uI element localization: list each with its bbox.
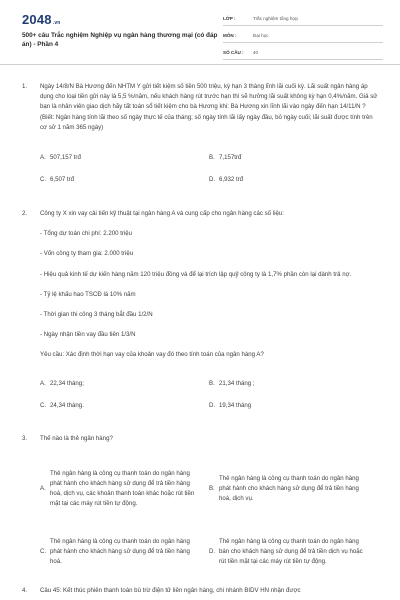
option-letter: B. [209, 485, 215, 493]
question-line: Yêu cầu: Xác định thời hạn vay của khoản vay đó theo tính toán của ngân hàng A? [40, 351, 264, 359]
option-text: 19,34 tháng [219, 401, 252, 409]
document-header [0, 0, 400, 64]
option-letter: B. [209, 153, 215, 161]
question-options [40, 456, 378, 576]
option-b[interactable] [209, 379, 378, 389]
option-letter: C. [40, 401, 47, 409]
option-text: 24,34 tháng. [50, 401, 84, 409]
question-line: - Ngày nhận tiền vay đầu tiên 1/3/N [40, 331, 136, 339]
option-text: 6,932 trđ [219, 175, 244, 183]
question-line: - Thời gian thi công 3 tháng bắt đầu 1/2/N [40, 311, 153, 319]
question-line: - Tỷ lệ khấu hao TSCĐ là 10% năm [40, 290, 136, 298]
option-letter: A. [40, 153, 46, 161]
meta-value: 40 [253, 50, 259, 55]
option-text: 7,157trđ [219, 153, 242, 161]
question-text: Thế nào là thẻ ngân hàng? [40, 435, 113, 442]
option-letter: B. [209, 379, 215, 387]
question-4 [22, 586, 378, 596]
option-a[interactable] [40, 153, 209, 163]
option-c[interactable] [40, 537, 209, 568]
meta-row-count [223, 46, 383, 60]
question-number: 4. [22, 587, 28, 594]
option-text: Thẻ ngân hàng là công cụ thanh toán do ngân hàng phát hành cho khách hàng sử dụng để trả tiền hàng hoá, dịch vụ, các khoản thanh toán khác hoặc rút tiền mặt tại các máy rút tiền tự động. [50, 469, 195, 508]
option-letter: C. [40, 548, 47, 556]
option-letter: D. [209, 401, 216, 409]
option-d[interactable] [209, 537, 378, 568]
option-a[interactable] [40, 379, 209, 389]
option-row [40, 456, 378, 522]
question-intro: Công ty X xin vay cải tiến kỹ thuật tại ngân hàng A và cung cấp cho ngân hàng các số liệu: [40, 210, 284, 217]
option-text: 6,507 trđ [50, 175, 75, 183]
header-divider [0, 64, 400, 65]
question-1 [22, 82, 378, 191]
question-2 [22, 209, 378, 417]
question-3 [22, 434, 378, 576]
question-line: - Hiệu quả kinh tế dự kiến hàng năm 120 triệu đồng và để lại trích lập quỹ công ty là 1,7% phần còn lại dành trả nợ. [40, 270, 352, 278]
option-row [40, 373, 378, 395]
question-options [40, 373, 378, 417]
option-b[interactable] [209, 153, 378, 163]
meta-key: LỚP : [223, 16, 236, 21]
document-meta [223, 12, 383, 60]
option-row [40, 528, 378, 576]
document-title: 500+ câu Trắc nghiệm Nghiệp vụ ngân hàng thương mại (có đáp án) - Phần 4 [22, 32, 218, 48]
logo-suffix: .vn [52, 20, 61, 26]
option-letter: A. [40, 379, 46, 387]
option-letter: D. [209, 548, 216, 556]
option-text: Thẻ ngân hàng là công cụ thanh toán do ngân hàng phát hành cho khách hàng sử dụng để trả tiền hàng hoá, dịch vụ. [219, 474, 359, 503]
question-text: Câu 45: Kết thúc phiên thanh toán bù trừ điện tử liên ngân hàng, chi nhánh BIDV HN nhận được [40, 587, 301, 594]
question-text: Ngày 14/8/N Bà Hương đến NHTM Y gửi tiết kiệm số tiền 500 triệu, kỳ hạn 3 tháng lĩnh lãi cuối kỳ. Lãi suất ngân hàng áp dụng cho loại tiền gửi này là 5,5 %/năm, nếu khách hàng rút trước hạn thì sẽ hưởng lãi suất không kỳ hạn 0,4%/năm. Giả sử bạn là nhân viên giao dịch hãy tất toán sổ tiết kiệm cho bà Hương khi: Bà Hương xin lĩnh lãi vào ngày đến hạn 14/11/N ?(Biết: Ngân hàng tính lãi theo số ngày thực tế của tháng; số ngày tính lãi lấy ngày đầu, bỏ ngày cuối; lãi suất được tính trên cơ sở 1 năm 365 ngày) [40, 83, 378, 131]
option-d[interactable] [209, 175, 378, 185]
question-line: - Vốn công ty tham gia: 2.000 triệu [40, 250, 134, 258]
question-text [40, 209, 378, 361]
meta-value: Trắc nghiệm tổng hợp [253, 16, 298, 21]
question-line: - Tổng dự toán chi phí: 2.200 triệu [40, 230, 133, 238]
option-letter: A. [40, 485, 46, 493]
option-text: 21,34 tháng ; [219, 379, 255, 387]
option-c[interactable] [40, 175, 209, 185]
option-text: 507,157 trđ [50, 153, 81, 161]
option-row [40, 395, 378, 417]
question-options [40, 147, 378, 191]
meta-row-subject [223, 29, 383, 43]
option-d[interactable] [209, 401, 378, 411]
question-number: 1. [22, 83, 28, 90]
option-letter: C. [40, 175, 47, 183]
option-text: 22,34 tháng; [50, 379, 84, 387]
option-a[interactable] [40, 469, 209, 510]
logo-text: 2048 [22, 12, 52, 27]
option-text: Thẻ ngân hàng là công cụ thanh toán do ngân hàng phát hành cho khách hàng sử dụng để trả tiền hàng hoá. [50, 537, 190, 566]
meta-value: Đại học [253, 33, 269, 38]
option-c[interactable] [40, 401, 209, 411]
question-number: 3. [22, 435, 28, 442]
site-logo[interactable] [22, 12, 61, 27]
option-row [40, 147, 378, 169]
option-row [40, 169, 378, 191]
meta-key: SỐ CÂU : [223, 50, 244, 55]
option-text: Thẻ ngân hàng là công cụ thanh toán do ngân hàng bán cho khách hàng sử dụng để trả tiền dịch vụ hoặc rút tiền mặt tại các máy rút tiền tự động. [219, 537, 363, 566]
option-b[interactable] [209, 474, 378, 505]
meta-key: MÔN : [223, 33, 237, 38]
question-number: 2. [22, 210, 28, 217]
option-letter: D. [209, 175, 216, 183]
meta-row-class [223, 12, 383, 26]
